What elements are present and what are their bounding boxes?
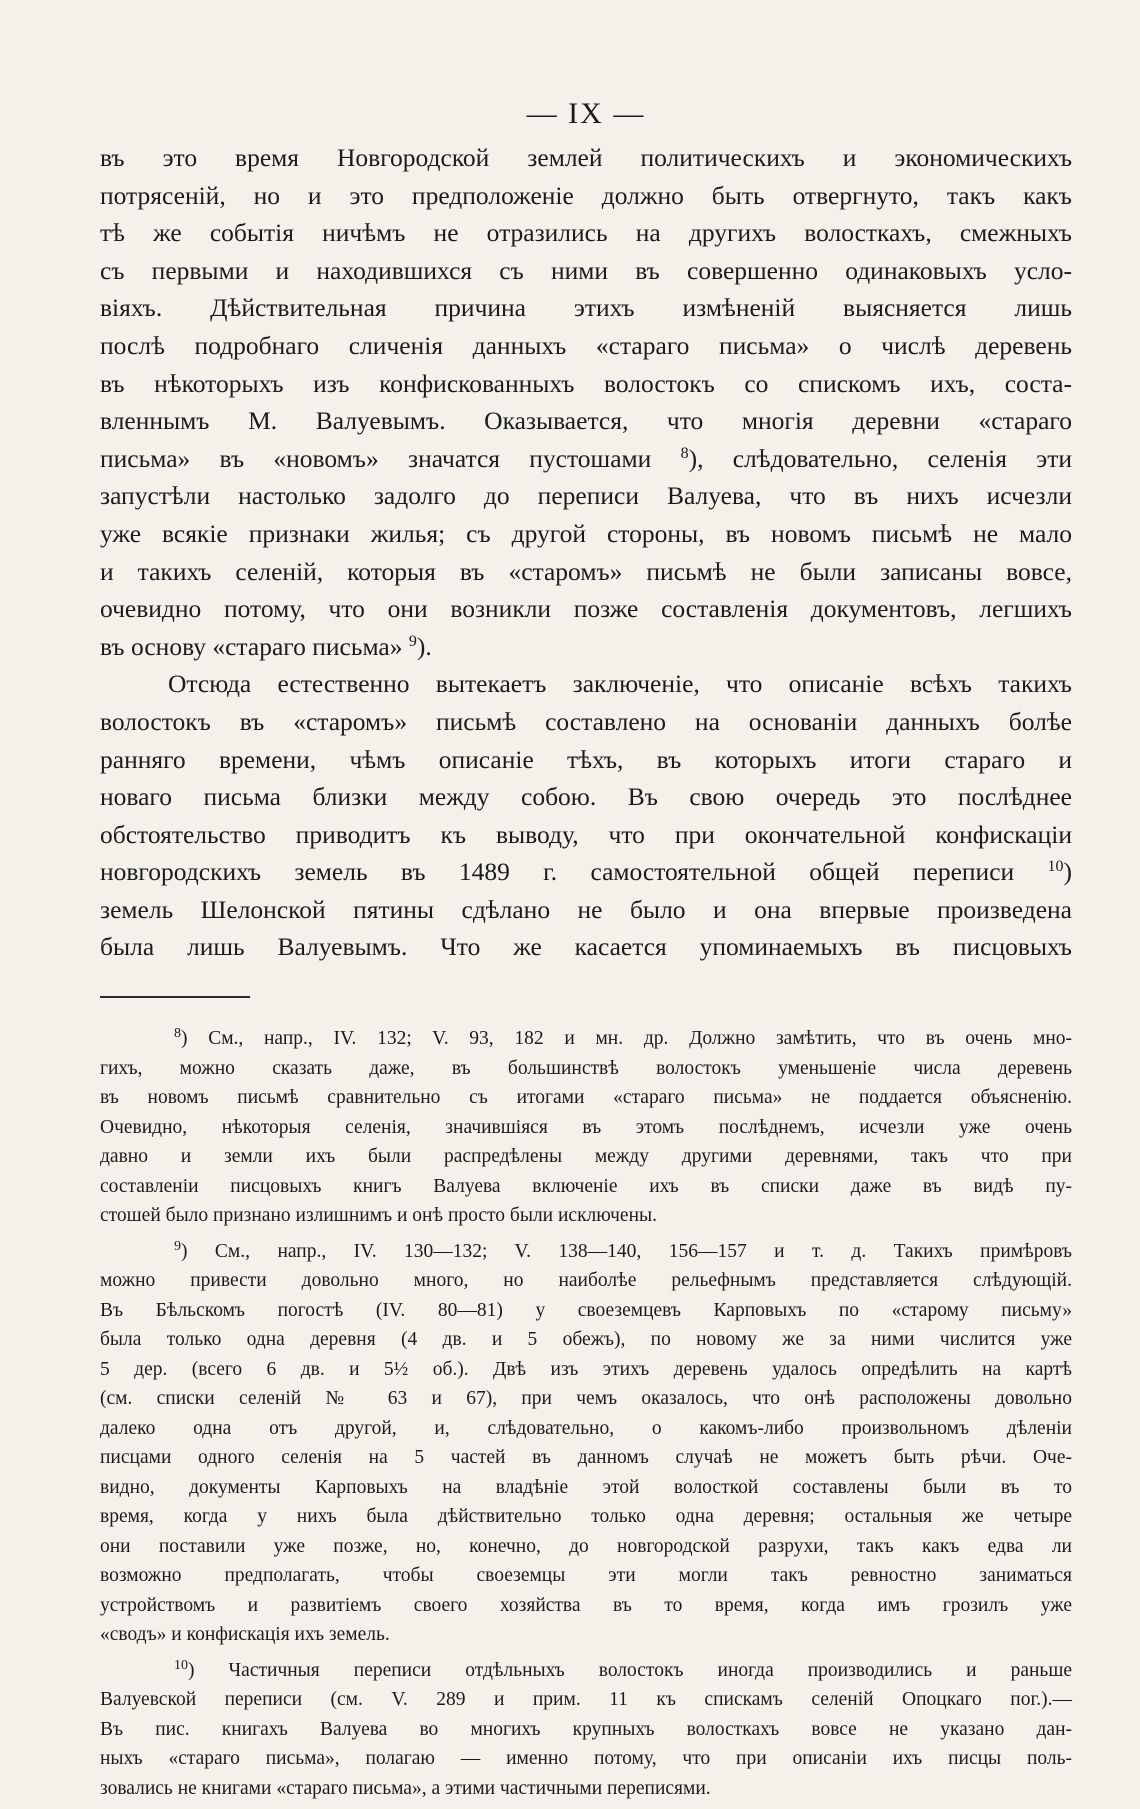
text-segment: ) См., напр., IV. 130—132; V. 138—140, 156—157 и т. д. Такихъ примѣровъ (181, 1240, 1072, 1262)
footnote-line: устройствомъ и развитіемъ своего хозяйства въ то время, когда имъ грозилъ уже (100, 1594, 1072, 1616)
paragraph-1 (100, 139, 1072, 665)
text-line: обстоятельство приводитъ къ выводу, что при окончательной конфискаціи (100, 819, 1072, 849)
footnote-line: составленіи писцовыхъ книгъ Валуева включеніе ихъ въ списки даже въ видѣ пу- (100, 1175, 1072, 1197)
footnote-divider (100, 996, 250, 998)
text-segment: ) (1063, 857, 1072, 887)
text-line: ранняго времени, чѣмъ описаніе тѣхъ, въ которыхъ итоги стараго и (100, 744, 1072, 774)
footnote-line: стошей было признано излишнимъ и онѣ просто были исключены. (100, 1205, 657, 1227)
text-line: віяхъ. Дѣйствительная причина этихъ измѣненій выясняется лишь (100, 293, 1072, 323)
text-line-with-ref (100, 853, 1072, 891)
text-line: новаго письма близки между собою. Въ свою очередь это послѣднее (100, 782, 1072, 812)
text-line: была лишь Валуевымъ. Что же касается упоминаемыхъ въ писцовыхъ (100, 932, 1072, 962)
text-line: тѣ же событія ничѣмъ не отразились на другихъ волосткахъ, смежныхъ (100, 218, 1072, 248)
footnote-line: «сводъ» и конфискація ихъ земель. (100, 1624, 390, 1646)
footnote-mark: 10 (174, 1657, 188, 1673)
footnote-line: Въ пис. книгахъ Валуева во многихъ крупныхъ волосткахъ вовсе не указано дан- (100, 1718, 1072, 1740)
footnote-line: (см. списки селеній № 63 и 67), при чемъ оказалось, что онѣ расположены довольно (100, 1388, 1072, 1410)
footnote-mark: 9 (174, 1238, 181, 1254)
footnote-line: ныхъ «стараго письма», полагаю — именно потому, что при описаніи ихъ писцы поль- (100, 1748, 1072, 1770)
footnote-ref-9[interactable]: 9 (408, 632, 417, 650)
footnote-line: гихъ, можно сказать даже, въ большинствѣ волостокъ уменьшеніе числа деревень (100, 1057, 1072, 1079)
footnotes (100, 1024, 1072, 1803)
text-line: уже всякіе признаки жилья; съ другой стороны, въ новомъ письмѣ не мало (100, 518, 1072, 548)
page (100, 95, 1072, 1809)
footnote-line: Валуевской переписи (см. V. 289 и прим. 11 къ спискамъ селеній Опоцкаго пог.).— (100, 1689, 1072, 1711)
text-segment: ), слѣдовательно, селенія эти (688, 443, 1072, 473)
page-number-header: — IX — (526, 97, 646, 130)
footnote-ref-10[interactable]: 10 (1047, 858, 1064, 876)
main-text (100, 139, 1072, 966)
text-line: запустѣли настолько задолго до переписи Валуева, что въ нихъ исчезли (100, 481, 1072, 511)
footnote-ref-8[interactable]: 8 (680, 444, 689, 462)
text-line: волостокъ въ «старомъ» письмѣ составлено на основаніи данныхъ болѣе (100, 706, 1072, 736)
footnote-line: видно, документы Карповыхъ на владѣніе этой волосткой составлены были въ то (100, 1476, 1072, 1498)
text-segment: письма» въ «новомъ» значатся пустошами (100, 443, 652, 473)
text-segment: ). (416, 631, 432, 661)
footnote-line (100, 1024, 1072, 1054)
text-segment: новгородскихъ земель въ 1489 г. самостоятельной общей переписи (100, 857, 1015, 887)
footnote-line: время, когда у нихъ была дѣйствительно только одна деревня; остальныя же четыре (100, 1506, 1072, 1528)
text-line-with-ref (100, 440, 1072, 478)
text-line: потрясеній, но и это предположеніе должно быть отвергнуто, такъ какъ (100, 180, 1072, 210)
text-line: земель Шелонской пятины сдѣлано не было и она впервые произведена (100, 894, 1072, 924)
footnote-8 (100, 1024, 1072, 1231)
text-line: и такихъ селеній, которыя въ «старомъ» письмѣ не были записаны вовсе, (100, 556, 1072, 586)
footnote-line: они поставили уже позже, но, конечно, до новгородской разрухи, такъ какъ едва ли (100, 1535, 1072, 1557)
text-line-with-ref (100, 628, 1072, 666)
footnote-line: далеко одна отъ другой, и, слѣдовательно, о какомъ-либо произвольномъ дѣленіи (100, 1417, 1072, 1439)
text-line: въ нѣкоторыхъ изъ конфискованныхъ волостокъ со спискомъ ихъ, соста- (100, 368, 1072, 398)
footnote-mark: 8 (174, 1026, 181, 1042)
footnote-line: можно привести довольно много, но наиболѣе рельефнымъ представляется слѣдующій. (100, 1270, 1072, 1292)
footnote-line: зовались не книгами «стараго письма», а этими частичными переписями. (100, 1777, 711, 1799)
text-segment: ) Частичныя переписи отдѣльныхъ волостокъ иногда производились и раньше (188, 1659, 1072, 1681)
footnote-line (100, 1656, 1072, 1686)
footnote-line: Въ Бѣльскомъ погостѣ (IV. 80—81) у своеземцевъ Карповыхъ по «старому письму» (100, 1299, 1072, 1321)
footnote-line: возможно предполагать, чтобы своеземцы эти могли такъ ревностно заниматься (100, 1565, 1072, 1587)
footnote-line (100, 1237, 1072, 1267)
text-line: Отсюда естественно вытекаетъ заключеніе, что описаніе всѣхъ такихъ (168, 669, 1072, 699)
text-segment: ) См., напр., IV. 132; V. 93, 182 и мн. др. Должно замѣтить, что въ очень мно- (181, 1028, 1072, 1050)
paragraph-2 (100, 665, 1072, 966)
text-line: вленнымъ М. Валуевымъ. Оказывается, что многія деревни «стараго (100, 406, 1072, 436)
footnote-line: 5 дер. (всего 6 дв. и 5½ об.). Двѣ изъ этихъ деревень удалось опредѣлить на картѣ (100, 1358, 1072, 1380)
text-line: въ это время Новгородской землей политическихъ и экономическихъ (100, 143, 1072, 172)
text-line: съ первыми и находившихся съ ними въ совершенно одинаковыхъ усло- (100, 255, 1072, 285)
text-line: очевидно потому, что они возникли позже составленія документовъ, легшихъ (100, 594, 1072, 624)
text-segment: въ основу «стараго письма» (100, 631, 403, 661)
footnote-line: Очевидно, нѣкоторыя селенія, значившіяся въ этомъ послѣднемъ, исчезли уже очень (100, 1116, 1072, 1138)
footnote-9 (100, 1237, 1072, 1650)
footnote-line: въ новомъ письмѣ сравнительно съ итогами «стараго письма» не поддается объясненію. (100, 1087, 1072, 1109)
footnote-10 (100, 1656, 1072, 1804)
text-line: послѣ подробнаго сличенія данныхъ «стараго письма» о числѣ деревень (100, 330, 1072, 360)
footnote-line: писцами одного селенія на 5 частей въ данномъ случаѣ не можетъ быть рѣчи. Оче- (100, 1447, 1072, 1469)
footnote-line: давно и земли ихъ были распредѣлены между другими деревнями, такъ что при (100, 1146, 1072, 1168)
footnote-line: была только одна деревня (4 дв. и 5 обежъ), по новому же за ними числится уже (100, 1329, 1072, 1351)
